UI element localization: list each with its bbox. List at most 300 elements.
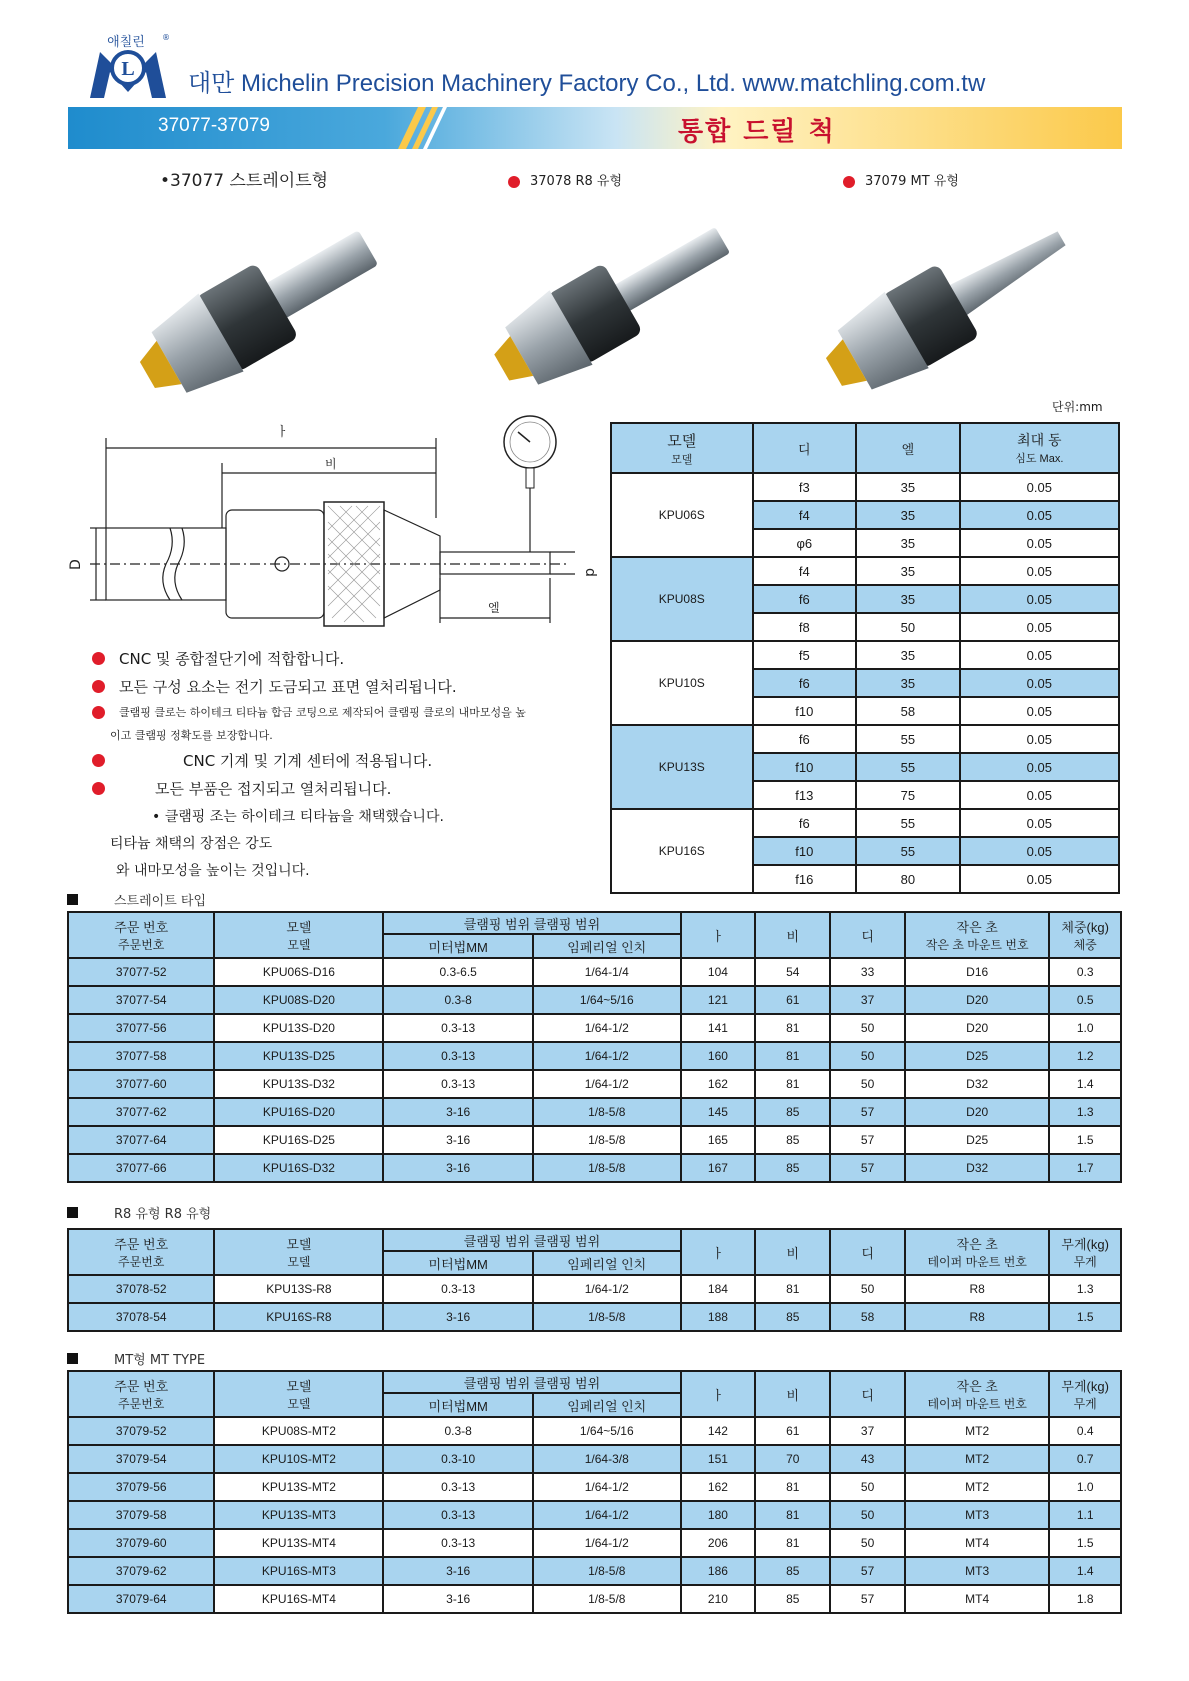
spec-row <box>611 557 1119 585</box>
col-d: 디 <box>830 1371 905 1417</box>
spec-cell: 50 <box>856 613 960 641</box>
title-bar <box>68 107 1122 149</box>
table-cell: D20 <box>905 986 1049 1014</box>
col-order-no: 주문 번호 주문번호 <box>68 912 214 958</box>
table-cell: 37079-62 <box>68 1557 214 1585</box>
type-label-r8 <box>508 170 622 189</box>
col-metric: 미터법MM <box>383 1251 533 1275</box>
spec-cell: φ6 <box>753 529 857 557</box>
spec-table <box>610 422 1120 894</box>
type-label-mt-text: 37079 MT 유형 <box>865 174 959 189</box>
table-cell: KPU13S-MT4 <box>214 1529 383 1557</box>
table-cell: 81 <box>755 1042 830 1070</box>
table-row <box>68 958 1121 986</box>
spec-cell: f8 <box>753 613 857 641</box>
table-cell: 37078-52 <box>68 1275 214 1303</box>
table-cell: MT3 <box>905 1557 1049 1585</box>
col-shank: 작은 초 작은 초 마운트 번호 <box>905 912 1049 958</box>
spec-cell: 55 <box>856 809 960 837</box>
col-b: 비 <box>755 912 830 958</box>
table-row <box>68 1126 1121 1154</box>
table-cell: 0.3-13 <box>383 1014 533 1042</box>
table-cell: 85 <box>755 1303 830 1331</box>
spec-row <box>611 641 1119 669</box>
table-cell: KPU16S-D32 <box>214 1154 383 1182</box>
table-cell: 50 <box>830 1070 905 1098</box>
company-name: 대만 Michelin Precision Machinery Factory Co., Ltd. www.matchling.com.tw <box>188 70 986 97</box>
logo-text: 애칠린 <box>107 35 145 50</box>
table-row <box>68 1417 1121 1445</box>
table-cell: 37077-52 <box>68 958 214 986</box>
feature-item: 티타늄 채택의 장점은 강도 <box>110 836 273 852</box>
table-cell: 85 <box>755 1126 830 1154</box>
table-cell: 3-16 <box>383 1154 533 1182</box>
square-icon <box>67 1353 78 1364</box>
table-row <box>68 1501 1121 1529</box>
table-cell: 0.3-10 <box>383 1445 533 1473</box>
table-cell: 37 <box>830 986 905 1014</box>
col-inch: 임페리얼 인치 <box>533 1251 681 1275</box>
feature-list <box>92 648 612 887</box>
table-cell: 3-16 <box>383 1557 533 1585</box>
table-cell: 1/64-1/2 <box>533 1473 681 1501</box>
col-weight: 무게(kg) 무게 <box>1049 1371 1121 1417</box>
spec-cell: 0.05 <box>960 865 1119 893</box>
table-cell: 141 <box>681 1014 756 1042</box>
spec-cell: f5 <box>753 641 857 669</box>
table-cell: 1/8-5/8 <box>533 1557 681 1585</box>
table-cell: KPU16S-MT4 <box>214 1585 383 1613</box>
stripe-decoration <box>368 107 468 149</box>
table-cell: 1/8-5/8 <box>533 1154 681 1182</box>
table-cell: 1/64-3/8 <box>533 1445 681 1473</box>
table-cell: 0.3-13 <box>383 1275 533 1303</box>
spec-cell: f6 <box>753 585 857 613</box>
spec-cell: 0.05 <box>960 557 1119 585</box>
table-cell: 186 <box>681 1557 756 1585</box>
spec-cell: f10 <box>753 697 857 725</box>
table-cell: 50 <box>830 1501 905 1529</box>
section-straight: 스트레이트 타입 <box>67 890 206 909</box>
spec-cell: 35 <box>856 585 960 613</box>
spec-cell: 58 <box>856 697 960 725</box>
table-cell: 37079-52 <box>68 1417 214 1445</box>
col-shank: 작은 초 테이퍼 마운트 번호 <box>905 1371 1049 1417</box>
table-cell: 37079-60 <box>68 1529 214 1557</box>
table-cell: MT4 <box>905 1529 1049 1557</box>
spec-cell: 0.05 <box>960 585 1119 613</box>
spec-cell: f6 <box>753 669 857 697</box>
table-cell: KPU13S-MT2 <box>214 1473 383 1501</box>
table-cell: 81 <box>755 1014 830 1042</box>
table-cell: MT2 <box>905 1417 1049 1445</box>
bullet-icon <box>508 176 520 188</box>
spec-cell: f16 <box>753 865 857 893</box>
spec-cell: 75 <box>856 781 960 809</box>
table-cell: 54 <box>755 958 830 986</box>
spec-cell: 35 <box>856 557 960 585</box>
table-cell: MT2 <box>905 1473 1049 1501</box>
table-cell: 162 <box>681 1070 756 1098</box>
dim-d-label: D <box>68 559 84 570</box>
header <box>80 28 1130 98</box>
table-cell: D25 <box>905 1042 1049 1070</box>
dim-ext-label: 엘 <box>488 601 500 615</box>
svg-text:®: ® <box>162 33 170 42</box>
spec-model: KPU13S <box>611 725 753 809</box>
spec-cell: 35 <box>856 529 960 557</box>
table-cell: 57 <box>830 1126 905 1154</box>
table-cell: 37079-64 <box>68 1585 214 1613</box>
table-cell: 160 <box>681 1042 756 1070</box>
table-cell: KPU13S-R8 <box>214 1275 383 1303</box>
table-cell: 1.8 <box>1049 1585 1121 1613</box>
table-cell: KPU16S-MT3 <box>214 1557 383 1585</box>
table-row <box>68 1473 1121 1501</box>
table-cell: 1/64-1/2 <box>533 1042 681 1070</box>
col-metric: 미터법MM <box>383 1393 533 1417</box>
table-cell: 37077-64 <box>68 1126 214 1154</box>
table-cell: 1.1 <box>1049 1501 1121 1529</box>
square-icon <box>67 894 78 905</box>
table-cell: KPU08S-D20 <box>214 986 383 1014</box>
table-cell: 37079-56 <box>68 1473 214 1501</box>
table-row <box>68 986 1121 1014</box>
table-cell: 37077-66 <box>68 1154 214 1182</box>
table-cell: 50 <box>830 1042 905 1070</box>
table-cell: 188 <box>681 1303 756 1331</box>
table-row <box>68 1529 1121 1557</box>
company-logo <box>86 30 170 100</box>
col-d: 디 <box>830 912 905 958</box>
table-cell: 85 <box>755 1154 830 1182</box>
spec-cell: f3 <box>753 473 857 501</box>
table-cell: 0.5 <box>1049 986 1121 1014</box>
table-row <box>68 1098 1121 1126</box>
col-model: 모델 모델 <box>214 912 383 958</box>
section-r8: R8 유형 R8 유형 <box>67 1203 211 1222</box>
col-inch: 임페리얼 인치 <box>533 1393 681 1417</box>
dim-b-label: 비 <box>325 457 337 471</box>
table-cell: 0.3-6.5 <box>383 958 533 986</box>
product-code-range: 37077-37079 <box>158 115 270 136</box>
table-cell: 1/8-5/8 <box>533 1585 681 1613</box>
table-cell: 1.3 <box>1049 1275 1121 1303</box>
col-model: 모델 모델 <box>214 1229 383 1275</box>
feature-item: 클램핑 클로는 하이테크 티타늄 합금 코팅으로 제작되어 클램핑 클로의 내마모성을 높 <box>92 704 612 720</box>
table-cell: 0.3-13 <box>383 1042 533 1070</box>
svg-text:L: L <box>121 58 135 80</box>
table-cell: 1/64~5/16 <box>533 1417 681 1445</box>
table-cell: 0.4 <box>1049 1417 1121 1445</box>
spec-cell: 0.05 <box>960 529 1119 557</box>
col-b: 비 <box>755 1371 830 1417</box>
col-l: ㅏ <box>681 1371 756 1417</box>
spec-cell: 55 <box>856 837 960 865</box>
table-cell: D20 <box>905 1098 1049 1126</box>
table-cell: 1/8-5/8 <box>533 1098 681 1126</box>
bullet-icon <box>92 754 105 767</box>
table-cell: KPU13S-MT3 <box>214 1501 383 1529</box>
spec-row <box>611 473 1119 501</box>
spec-model: KPU06S <box>611 473 753 557</box>
table-cell: 57 <box>830 1585 905 1613</box>
table-cell: 81 <box>755 1070 830 1098</box>
table-cell: 61 <box>755 1417 830 1445</box>
spec-cell: 35 <box>856 641 960 669</box>
table-cell: 3-16 <box>383 1303 533 1331</box>
col-b: 비 <box>755 1229 830 1275</box>
table-cell: 1.4 <box>1049 1070 1121 1098</box>
page-title: 통합 드릴 척 <box>678 117 836 147</box>
feature-item: 모든 부품은 접지되고 열처리됩니다. <box>92 778 612 799</box>
col-l: 엘 <box>856 423 960 473</box>
col-clamping-range: 클램핑 범위 클램핑 범위 <box>383 912 680 934</box>
table-cell: KPU08S-MT2 <box>214 1417 383 1445</box>
table-cell: 3-16 <box>383 1098 533 1126</box>
table-cell: 0.3-13 <box>383 1070 533 1098</box>
col-order-no: 주문 번호 주문번호 <box>68 1229 214 1275</box>
table-cell: 210 <box>681 1585 756 1613</box>
spec-cell: 0.05 <box>960 725 1119 753</box>
spec-cell: 35 <box>856 473 960 501</box>
table-cell: 85 <box>755 1098 830 1126</box>
r8-table <box>67 1228 1122 1332</box>
table-cell: 57 <box>830 1557 905 1585</box>
spec-model: KPU16S <box>611 809 753 893</box>
table-cell: 142 <box>681 1417 756 1445</box>
col-clamping-range: 클램핑 범위 클램핑 범위 <box>383 1229 680 1251</box>
table-cell: 81 <box>755 1529 830 1557</box>
spec-cell: 0.05 <box>960 809 1119 837</box>
table-cell: 1.2 <box>1049 1042 1121 1070</box>
spec-cell: 0.05 <box>960 837 1119 865</box>
col-weight: 무게(kg) 무게 <box>1049 1229 1121 1275</box>
table-cell: 50 <box>830 1014 905 1042</box>
table-cell: 1.5 <box>1049 1126 1121 1154</box>
table-cell: 50 <box>830 1275 905 1303</box>
bullet-icon <box>92 652 105 665</box>
table-cell: 43 <box>830 1445 905 1473</box>
table-cell: 37079-54 <box>68 1445 214 1473</box>
table-cell: 0.3-8 <box>383 986 533 1014</box>
spec-cell: f4 <box>753 501 857 529</box>
table-cell: 37 <box>830 1417 905 1445</box>
feature-item: 와 내마모성을 높이는 것입니다. <box>116 863 310 879</box>
table-cell: KPU16S-D25 <box>214 1126 383 1154</box>
table-cell: 206 <box>681 1529 756 1557</box>
table-cell: 1/64-1/2 <box>533 1070 681 1098</box>
table-cell: D32 <box>905 1154 1049 1182</box>
drill-chuck-mt-image <box>800 205 1100 405</box>
col-weight: 체중(kg) 체중 <box>1049 912 1121 958</box>
table-cell: KPU13S-D32 <box>214 1070 383 1098</box>
spec-cell: 35 <box>856 669 960 697</box>
straight-table <box>67 911 1122 1183</box>
table-cell: 70 <box>755 1445 830 1473</box>
table-cell: 37077-54 <box>68 986 214 1014</box>
table-cell: 81 <box>755 1473 830 1501</box>
dim-small-d-label: d <box>582 568 598 577</box>
spec-cell: f13 <box>753 781 857 809</box>
spec-cell: f10 <box>753 753 857 781</box>
spec-cell: 0.05 <box>960 473 1119 501</box>
feature-item: 모든 구성 요소는 전기 도금되고 표면 열처리됩니다. <box>92 676 612 697</box>
spec-cell: f6 <box>753 809 857 837</box>
table-cell: R8 <box>905 1275 1049 1303</box>
section-mt: MT형 MT TYPE <box>67 1349 205 1368</box>
table-cell: 61 <box>755 986 830 1014</box>
table-cell: 85 <box>755 1557 830 1585</box>
bullet-icon <box>92 782 105 795</box>
table-cell: 3-16 <box>383 1585 533 1613</box>
table-cell: 0.3 <box>1049 958 1121 986</box>
mt-table <box>67 1370 1122 1614</box>
table-cell: 1.3 <box>1049 1098 1121 1126</box>
table-cell: 1/8-5/8 <box>533 1126 681 1154</box>
spec-model: KPU08S <box>611 557 753 641</box>
table-cell: 1.0 <box>1049 1014 1121 1042</box>
table-cell: 50 <box>830 1473 905 1501</box>
table-cell: 81 <box>755 1275 830 1303</box>
spec-cell: 55 <box>856 725 960 753</box>
table-cell: 1/64~5/16 <box>533 986 681 1014</box>
table-cell: KPU16S-D20 <box>214 1098 383 1126</box>
table-cell: KPU13S-D25 <box>214 1042 383 1070</box>
table-cell: D16 <box>905 958 1049 986</box>
table-cell: 37077-56 <box>68 1014 214 1042</box>
table-cell: 37077-60 <box>68 1070 214 1098</box>
spec-cell: f4 <box>753 557 857 585</box>
table-cell: KPU06S-D16 <box>214 958 383 986</box>
table-cell: 1.5 <box>1049 1529 1121 1557</box>
spec-row <box>611 809 1119 837</box>
col-inch: 임페리얼 인치 <box>533 934 681 958</box>
table-cell: KPU10S-MT2 <box>214 1445 383 1473</box>
table-cell: D25 <box>905 1126 1049 1154</box>
spec-cell: 0.05 <box>960 753 1119 781</box>
table-cell: 104 <box>681 958 756 986</box>
spec-model: KPU10S <box>611 641 753 725</box>
table-cell: D32 <box>905 1070 1049 1098</box>
spec-cell: 0.05 <box>960 781 1119 809</box>
table-cell: 57 <box>830 1154 905 1182</box>
table-cell: 151 <box>681 1445 756 1473</box>
col-shank: 작은 초 테이퍼 마운트 번호 <box>905 1229 1049 1275</box>
spec-cell: 55 <box>856 753 960 781</box>
table-row <box>68 1275 1121 1303</box>
table-cell: 33 <box>830 958 905 986</box>
unit-label: 단위:mm <box>1052 400 1103 414</box>
col-d: 디 <box>753 423 857 473</box>
table-cell: 85 <box>755 1585 830 1613</box>
drill-chuck-straight-image <box>115 205 405 415</box>
table-row <box>68 1303 1121 1331</box>
drill-chuck-r8-image <box>470 210 750 400</box>
table-cell: 1/64-1/2 <box>533 1501 681 1529</box>
table-row <box>68 1557 1121 1585</box>
table-cell: 184 <box>681 1275 756 1303</box>
col-d: 디 <box>830 1229 905 1275</box>
col-order-no: 주문 번호 주문번호 <box>68 1371 214 1417</box>
table-cell: 1.0 <box>1049 1473 1121 1501</box>
spec-cell: 35 <box>856 501 960 529</box>
table-cell: 165 <box>681 1126 756 1154</box>
spec-row <box>611 725 1119 753</box>
col-model: 모델 모델 <box>611 423 753 473</box>
table-cell: 1/8-5/8 <box>533 1303 681 1331</box>
table-cell: 0.7 <box>1049 1445 1121 1473</box>
table-cell: 0.3-13 <box>383 1529 533 1557</box>
dim-l-label: ㅏ <box>276 425 289 440</box>
table-cell: KPU13S-D20 <box>214 1014 383 1042</box>
table-cell: R8 <box>905 1303 1049 1331</box>
table-row <box>68 1042 1121 1070</box>
dimension-diagram <box>70 418 610 648</box>
col-metric: 미터법MM <box>383 934 533 958</box>
table-row <box>68 1014 1121 1042</box>
table-cell: 1.7 <box>1049 1154 1121 1182</box>
square-icon <box>67 1207 78 1218</box>
col-l: ㅏ <box>681 1229 756 1275</box>
table-cell: 1/64-1/4 <box>533 958 681 986</box>
spec-cell: 0.05 <box>960 669 1119 697</box>
spec-cell: 0.05 <box>960 613 1119 641</box>
table-cell: 180 <box>681 1501 756 1529</box>
table-cell: 121 <box>681 986 756 1014</box>
bullet-icon <box>92 706 105 719</box>
feature-item-cont: 이고 클램핑 정확도를 보장합니다. <box>110 729 273 742</box>
spec-cell: 0.05 <box>960 501 1119 529</box>
table-cell: 1.4 <box>1049 1557 1121 1585</box>
spec-cell: 0.05 <box>960 641 1119 669</box>
table-cell: 37077-58 <box>68 1042 214 1070</box>
table-cell: 0.3-13 <box>383 1501 533 1529</box>
type-label-r8-text: 37078 R8 유형 <box>530 174 623 189</box>
table-cell: 167 <box>681 1154 756 1182</box>
col-model: 모델 모델 <box>214 1371 383 1417</box>
col-max-runout: 최대 동 심도 Max. <box>960 423 1119 473</box>
table-cell: D20 <box>905 1014 1049 1042</box>
table-cell: 1/64-1/2 <box>533 1529 681 1557</box>
table-cell: 0.3-13 <box>383 1473 533 1501</box>
table-cell: 145 <box>681 1098 756 1126</box>
type-label-mt <box>843 170 959 189</box>
table-cell: 37079-58 <box>68 1501 214 1529</box>
table-row <box>68 1070 1121 1098</box>
table-cell: 1/64-1/2 <box>533 1275 681 1303</box>
table-cell: 162 <box>681 1473 756 1501</box>
spec-cell: 0.05 <box>960 697 1119 725</box>
table-row <box>68 1585 1121 1613</box>
table-cell: MT2 <box>905 1445 1049 1473</box>
table-cell: 37078-54 <box>68 1303 214 1331</box>
col-l: ㅏ <box>681 912 756 958</box>
feature-item: CNC 기계 및 기계 센터에 적용됩니다. <box>92 750 612 771</box>
type-label-straight: •37077 스트레이트형 <box>160 171 329 191</box>
table-cell: 1.5 <box>1049 1303 1121 1331</box>
spec-cell: f10 <box>753 837 857 865</box>
feature-item: CNC 및 종합절단기에 적합합니다. <box>92 648 612 669</box>
table-cell: MT3 <box>905 1501 1049 1529</box>
table-cell: MT4 <box>905 1585 1049 1613</box>
bullet-icon <box>843 176 855 188</box>
table-cell: 1/64-1/2 <box>533 1014 681 1042</box>
table-cell: 58 <box>830 1303 905 1331</box>
table-cell: 3-16 <box>383 1126 533 1154</box>
table-cell: 81 <box>755 1501 830 1529</box>
spec-cell: 80 <box>856 865 960 893</box>
